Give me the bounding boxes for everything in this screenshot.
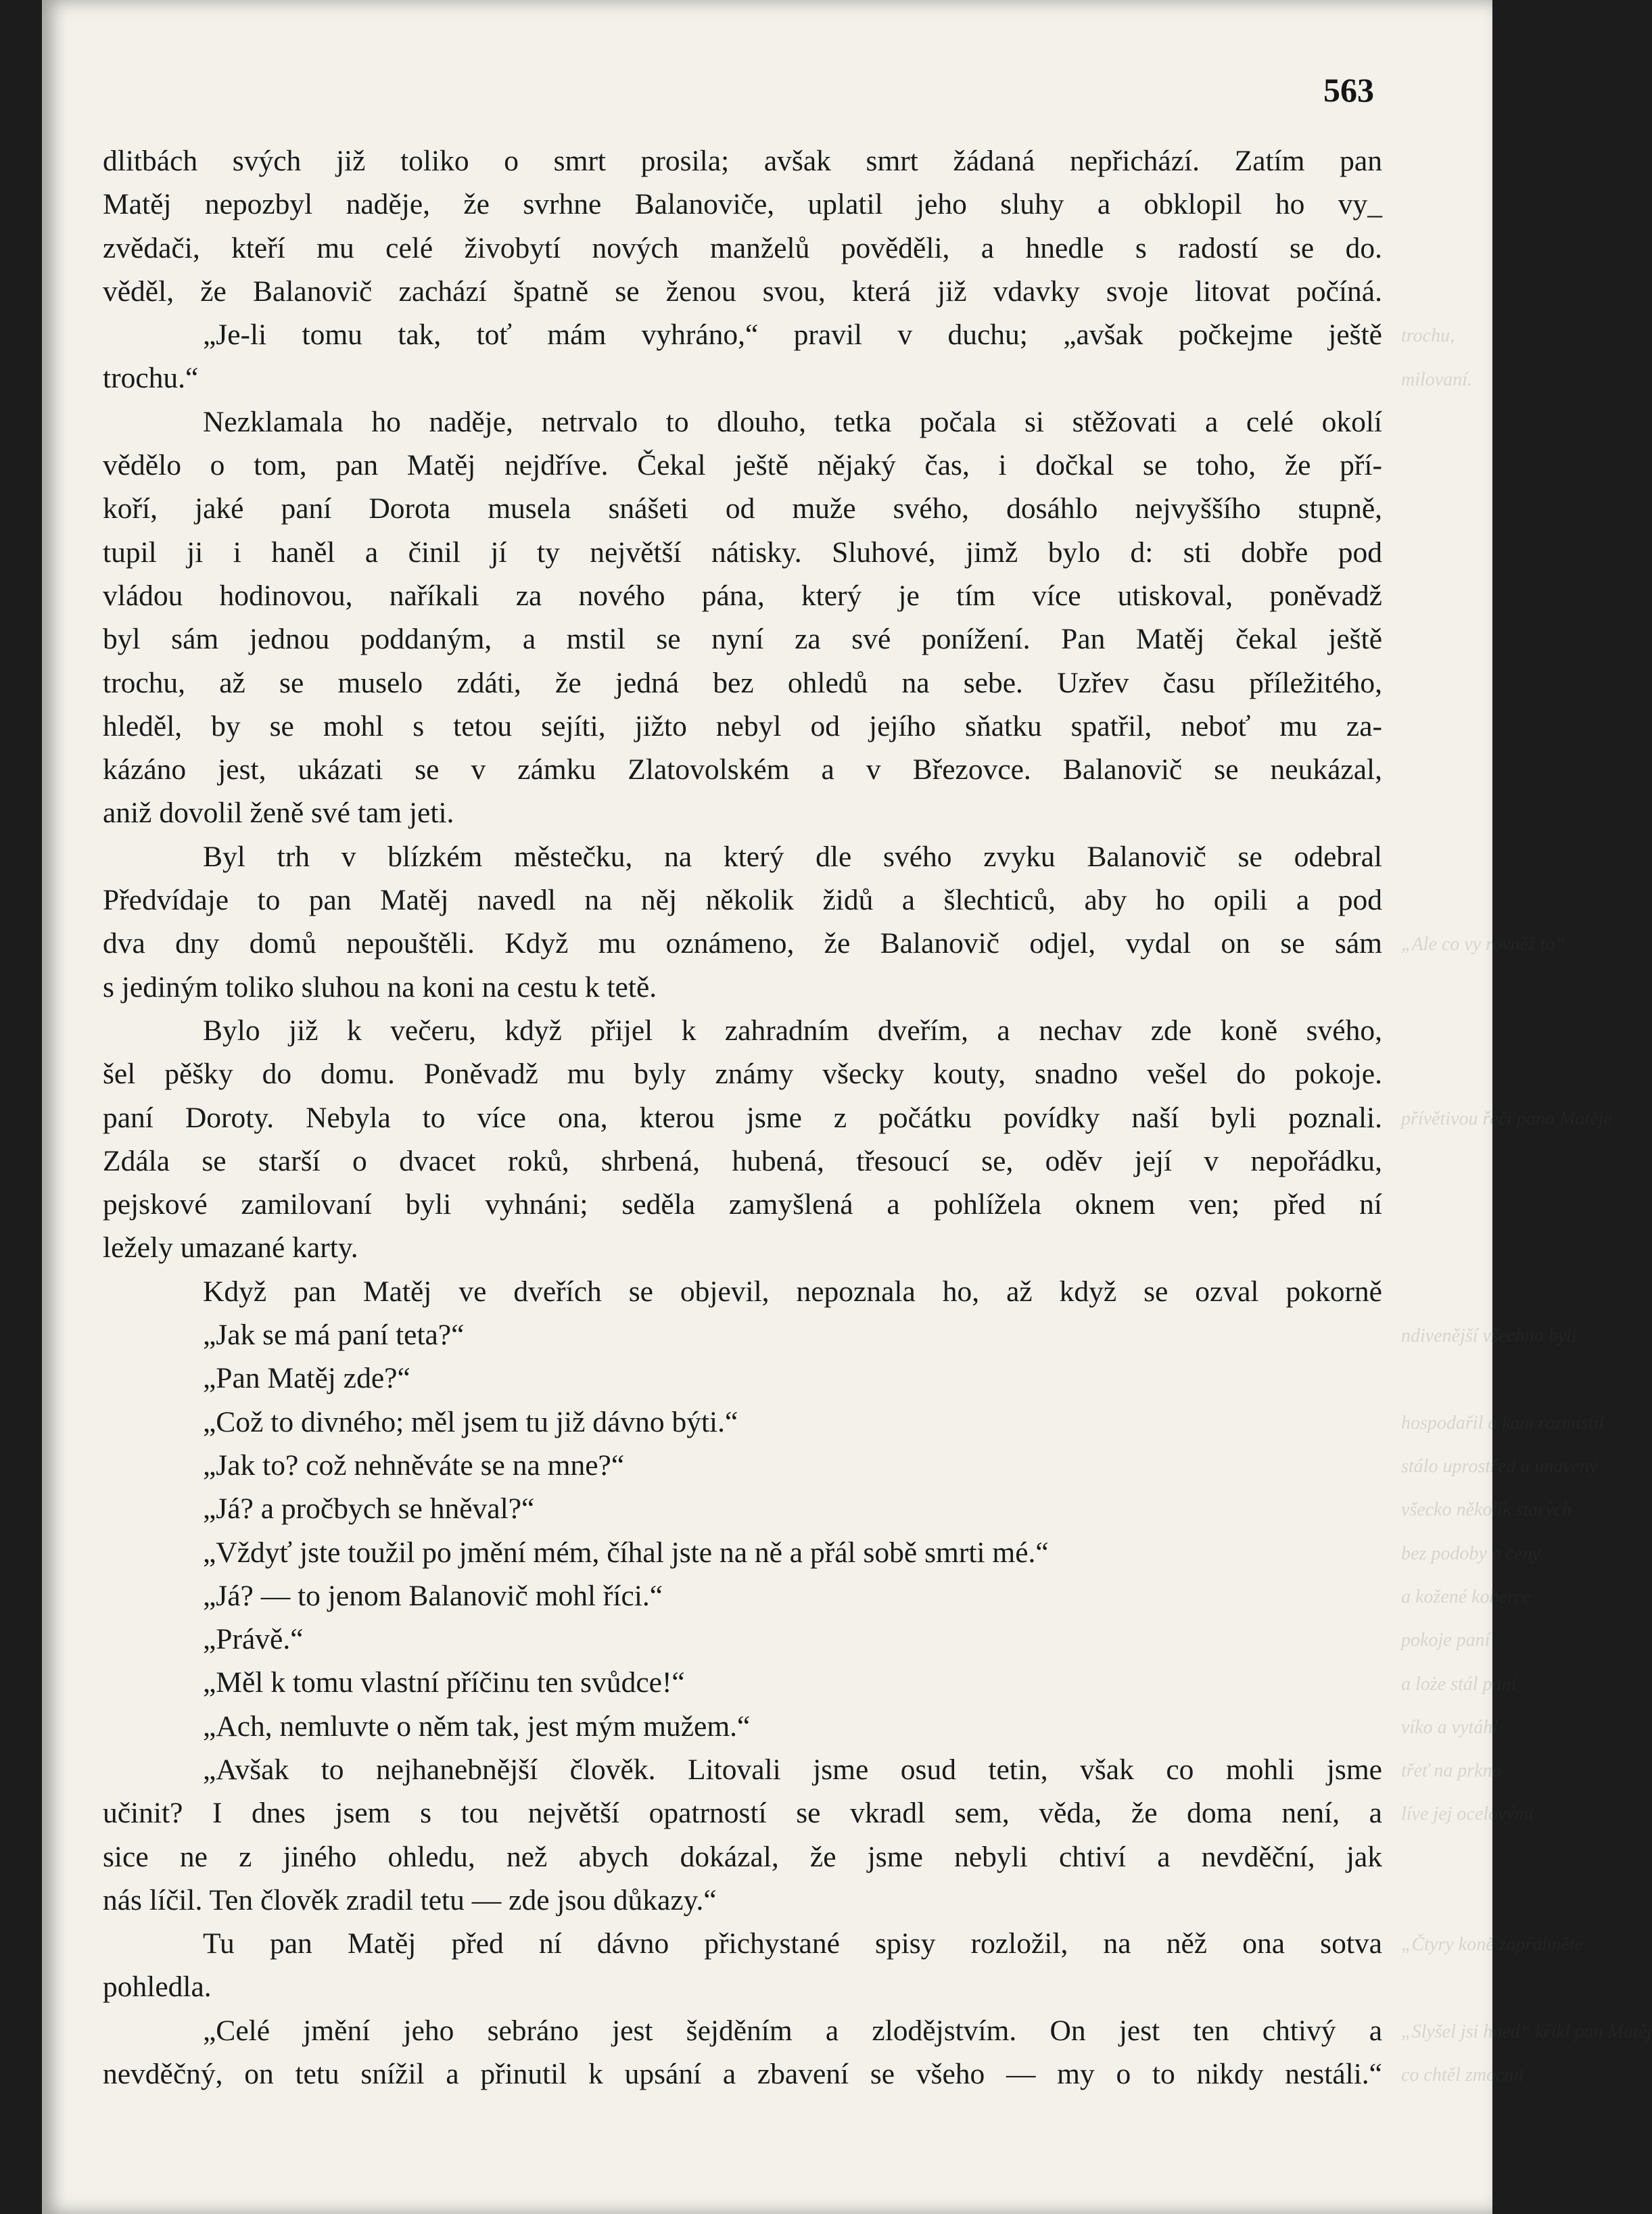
text-line: paní Doroty. Nebyla to více ona, kterou jsme z počátku povídky naší byli poznali. — [103, 1101, 1382, 1134]
text-line: Předvídaje to pan Matěj navedl na něj několik židů a šlechticů, aby ho opili a pod — [103, 884, 1382, 917]
text-line: „Je-li tomu tak, toť mám vyhráno,“ pravil v duchu; „avšak počkejme ještě — [203, 319, 1382, 352]
bleed-through-text: a kožené koberce — [1401, 1586, 1531, 1607]
text-line: s jediným toliko sluhou na koni na cestu k tetě. — [103, 970, 657, 1004]
text-line: „Avšak to nejhanebnější člověk. Litovali jsme osud tetin, však co mohli jsme — [203, 1753, 1382, 1786]
bleed-through-text: třeť na prkna — [1401, 1760, 1502, 1782]
bleed-through-text: pokoje paní — [1401, 1630, 1490, 1651]
text-line: trochu.“ — [103, 362, 199, 395]
text-line: „Měl k tomu vlastní příčinu ten svůdce!“ — [203, 1666, 685, 1699]
bleed-through-text: víko a vytáhl — [1401, 1716, 1498, 1738]
text-line: „Já? — to jenom Balanovič mohl říci.“ — [203, 1579, 663, 1612]
bleed-through-text: trochu, — [1401, 325, 1455, 347]
text-line: Když pan Matěj ve dveřích se objevil, nepoznala ho, až když se ozval pokorně — [203, 1275, 1382, 1308]
bleed-through-text: hospodařil a kam rozmístil — [1401, 1412, 1604, 1434]
bleed-through-text: milovaní. — [1401, 369, 1472, 390]
text-line: šel pěšky do domu. Poněvadž mu byly známy všecky kouty, snadno vešel do pokoje. — [103, 1058, 1382, 1091]
text-line: byl sám jednou poddaným, a mstil se nyní za své ponížení. Pan Matěj čekal ještě — [103, 623, 1382, 656]
text-line: Matěj nepozbyl naděje, že svrhne Balanoviče, uplatil jeho sluhy a obklopil ho vy_ — [103, 188, 1382, 221]
bleed-through-text: bez podoby a ceny — [1401, 1542, 1541, 1564]
text-line: vědělo o tom, pan Matěj nejdříve. Čekal ještě nějaký čas, i dočkal se toho, že pří- — [103, 449, 1382, 482]
text-line: „Jak se má paní teta?“ — [203, 1319, 465, 1352]
text-line: „Jak to? což nehněváte se na mne?“ — [203, 1448, 625, 1482]
text-line: „Pan Matěj zde?“ — [203, 1362, 410, 1395]
text-line: hleděl, by se mohl s tetou sejíti, jižto nebyl od jejího sňatku spatřil, neboť mu za- — [103, 709, 1382, 743]
text-line: Zdála se starší o dvacet roků, shrbená, hubená, třesoucí se, oděv její v nepořádku, — [103, 1144, 1382, 1177]
text-line: pejskové zamilovaní byli vyhnáni; seděla zamyšlená a pohlížela oknem ven; před ní — [103, 1188, 1382, 1221]
bleed-through-text: „Slyšel jsi hned“ křikl pan Matěj — [1401, 2021, 1652, 2042]
bleed-through-text: a loże stál paní — [1401, 1673, 1517, 1695]
bleed-through-text: všecko několik starých — [1401, 1499, 1572, 1521]
text-line: tupil ji i haněl a činil jí ty největší nátisky. Sluhové, jimž bylo d: sti dobře pod — [103, 536, 1382, 569]
bleed-through-text: „Čtyry koně zapřáhněte — [1401, 1934, 1584, 1956]
text-line: Nezklamala ho naděje, netrvalo to dlouho, tetka počala si stěžovati a celé okolí — [203, 405, 1382, 438]
bleed-through-text: líve jej ocelovými — [1401, 1804, 1534, 1825]
text-line: kázáno jest, ukázati se v zámku Zlatovolském a v Březovce. Balanovič se neukázal, — [103, 753, 1382, 786]
text-line: aniž dovolil ženě své tam jeti. — [103, 797, 454, 830]
text-line: nás líčil. Ten člověk zradil tetu — zde jsou důkazy.“ — [103, 1883, 717, 1916]
text-line: ležely umazané karty. — [103, 1231, 358, 1265]
text-line: koří, jaké paní Dorota musela snášeti od muže svého, dosáhlo nejvyššího stupně, — [103, 492, 1382, 525]
text-line: Byl trh v blízkém městečku, na který dle svého zvyku Balanovič se odebral — [203, 840, 1382, 873]
text-line: dlitbách svých již toliko o smrt prosila; avšak smrt žádaná nepřichází. Zatím pan — [103, 145, 1382, 177]
text-line: „Právě.“ — [203, 1623, 304, 1656]
text-line: pohledla. — [103, 1971, 212, 2004]
text-line: Bylo již k večeru, když přijel k zahradním dveřím, a nechav zde koně svého, — [203, 1014, 1382, 1047]
bleed-through-text: co chtěl zmocnit — [1401, 2065, 1524, 2086]
text-line: nevděčný, on tetu snížil a přinutil k upsání a zbavení se všeho — my o to nikdy nestáli.“ — [103, 2058, 1382, 2091]
text-line: sice ne z jiného ohledu, než abych dokázal, že jsme nebyli chtiví a nevděční, jak — [103, 1840, 1382, 1873]
text-line: „Což to divného; měl jsem tu již dávno býti.“ — [203, 1405, 738, 1438]
book-page — [42, 0, 1652, 2214]
text-line: „Já? a pročbych se hněval?“ — [203, 1492, 535, 1526]
text-line: věděl, že Balanovič zachází špatně se ženou svou, která již vdavky svoje litovat počíná. — [103, 275, 1382, 308]
text-line: vládou hodinovou, naříkali za nového pána, který je tím více utiskoval, poněvadž — [103, 579, 1382, 612]
bleed-through-text: stálo uprostřed a unavený — [1401, 1456, 1598, 1477]
page-number: 563 — [1323, 71, 1374, 109]
bleed-through-text: ndivenější všechno byli — [1401, 1325, 1577, 1347]
text-body — [103, 139, 1382, 2096]
text-line: „Ach, nemluvte o něm tak, jest mým mužem.“ — [203, 1710, 751, 1743]
bleed-through-text: přívětivou řečí pana Matěje — [1401, 1108, 1612, 1129]
text-line: „Celé jmění jeho sebráno jest šejděním a zlodějstvím. On jest ten chtivý a — [203, 2014, 1382, 2047]
text-line: trochu, až se muselo zdáti, že jedná bez ohledů na sebe. Uzřev času příležitého, — [103, 666, 1382, 699]
bleed-through-text: „Ale co vy rovněž to“ — [1401, 934, 1566, 956]
text-line: Tu pan Matěj před ní dávno přichystané spisy rozložil, na něž ona sotva — [203, 1927, 1382, 1960]
text-line: učinit? I dnes jsem s tou největší opatrností se vkradl sem, věda, že doma není, a — [103, 1797, 1382, 1830]
text-line: zvědači, kteří mu celé živobytí nových manželů pověděli, a hnedle s radostí se do. — [103, 231, 1382, 264]
text-line: dva dny domů nepouštěli. Když mu oznámeno, že Balanovič odjel, vydal on se sám — [103, 927, 1382, 960]
text-line: „Vždyť jste toužil po jmění mém, číhal jste na ně a přál sobě smrti mé.“ — [203, 1536, 1049, 1569]
